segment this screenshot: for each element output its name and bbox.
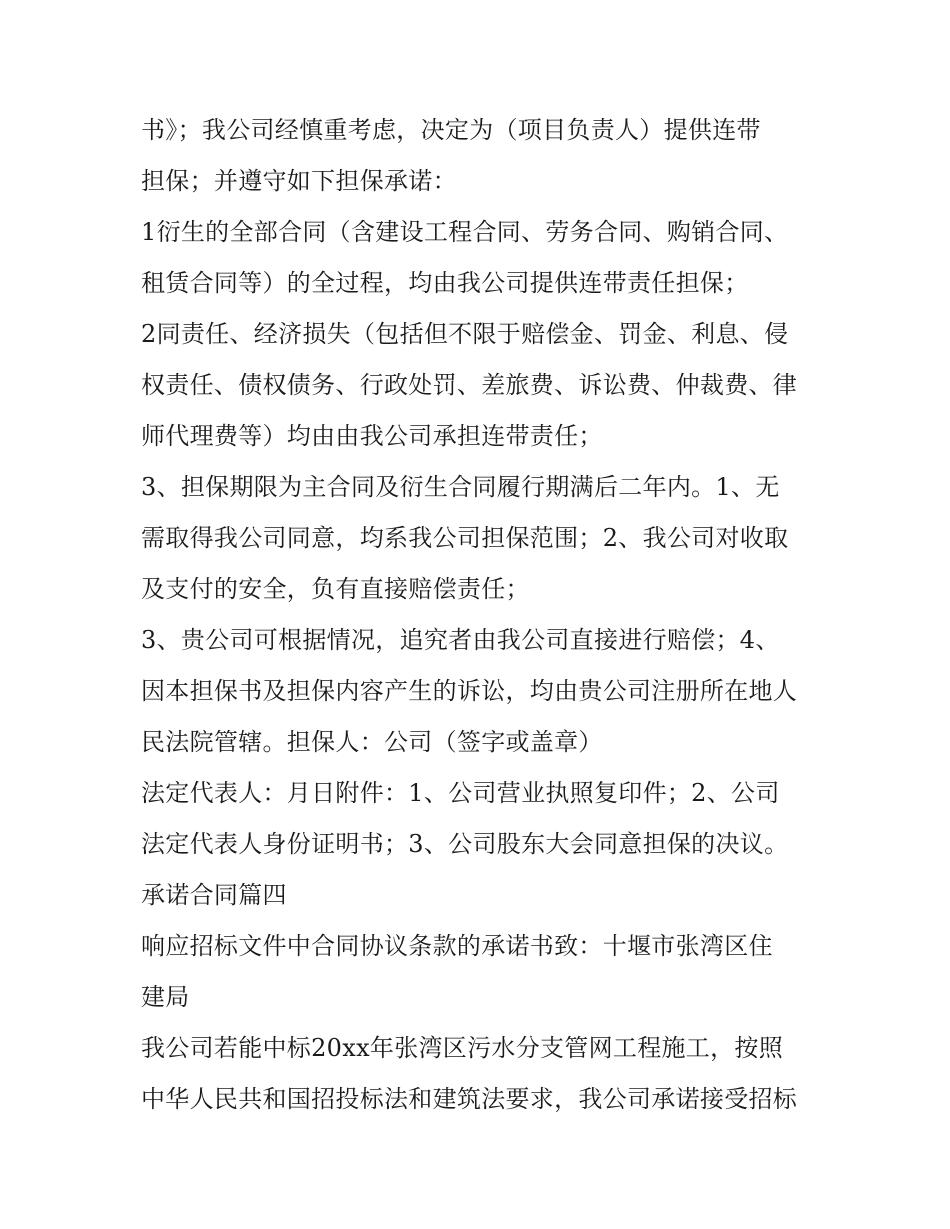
text-line: 1衍生的全部合同（含建设工程合同、劳务合同、购销合同、 <box>141 218 789 246</box>
text-line: 中华人民共和国招投标法和建筑法要求，我公司承诺接受招标 <box>141 1085 798 1113</box>
text-line: 及支付的安全，负有直接赔偿责任； <box>141 575 530 603</box>
text-line: 因本担保书及担保内容产生的诉讼，均由贵公司注册所在地人 <box>141 677 798 705</box>
text-line: 3、贵公司可根据情况，追究者由我公司直接进行赔偿；4、 <box>141 626 780 654</box>
text-line: 我公司若能中标20xx年张湾区污水分支管网工程施工，按照 <box>141 1034 784 1062</box>
text-line: 租赁合同等）的全过程，均由我公司提供连带责任担保； <box>141 269 749 297</box>
text-line: 2同责任、经济损失（包括但不限于赔偿金、罚金、利息、侵 <box>141 320 789 348</box>
text-line: 书》；我公司经慎重考虑，决定为（项目负责人）提供连带 <box>141 116 761 144</box>
text-line: 法定代表人身份证明书；3、公司股东大会同意担保的决议。 <box>141 830 789 858</box>
text-line: 担保；并遵守如下担保承诺： <box>141 167 457 195</box>
section-heading: 承诺合同篇四 <box>141 881 287 909</box>
text-line: 3、担保期限为主合同及衍生合同履行期满后二年内。1、无 <box>141 473 780 501</box>
text-line: 响应招标文件中合同协议条款的承诺书致：十堰市张湾区住 <box>141 932 773 960</box>
text-line: 需取得我公司同意，均系我公司担保范围；2、我公司对收取 <box>141 524 789 552</box>
text-line: 建局 <box>141 983 190 1011</box>
text-line: 权责任、债权债务、行政处罚、差旅费、诉讼费、仲裁费、律 <box>141 371 798 399</box>
text-line: 师代理费等）均由由我公司承担连带责任； <box>141 422 603 450</box>
text-line: 民法院管辖。担保人：公司（签字或盖章） <box>141 728 603 756</box>
text-line: 法定代表人：月日附件：1、公司营业执照复印件；2、公司 <box>141 779 780 807</box>
